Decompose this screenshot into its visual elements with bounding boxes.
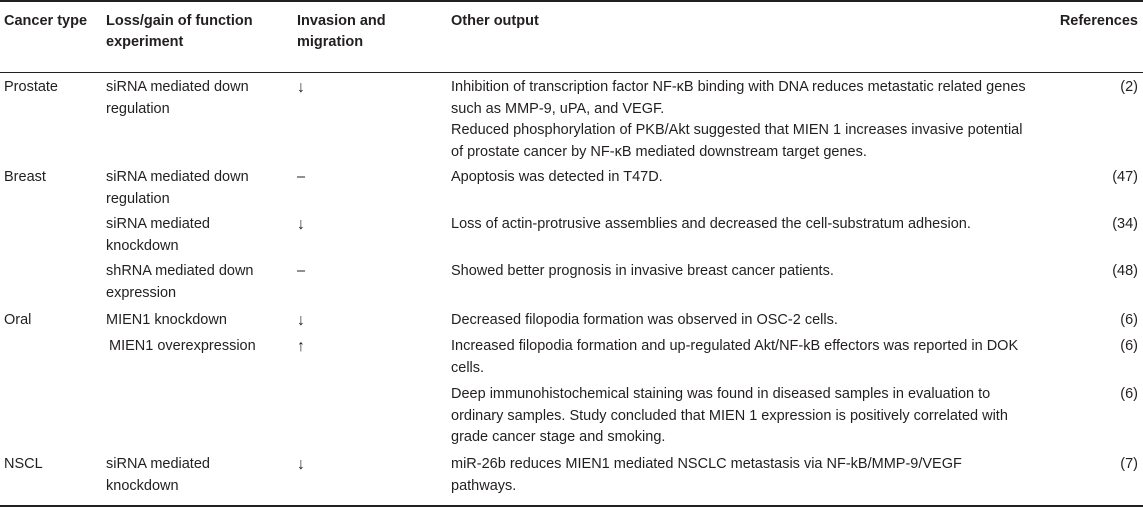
cell-other-output: Deep immunohistochemical staining was found in diseased samples in evaluation to ordinary samples. Study concluded that MIEN 1 expression is positively correlated with grade cancer stage and smoking. (451, 386, 1008, 445)
cell-experiment: siRNA mediated knockdown (106, 456, 210, 494)
header-cancer-type: Cancer type (4, 13, 88, 29)
table-bottom-rule (0, 505, 1143, 507)
header-references: References (1059, 13, 1138, 29)
cell-experiment: siRNA mediated down regulation (106, 169, 249, 207)
cell-experiment: shRNA mediated down expression (106, 263, 254, 301)
cell-invasion-dash: – (297, 263, 306, 279)
cell-other-output: Loss of actin-protrusive assemblies and decreased the cell-substratum adhesion. (451, 216, 971, 232)
cell-reference: (6) (1120, 312, 1138, 328)
cell-invasion-arrow: ↓ (297, 79, 305, 96)
cell-cancer-type: Prostate (4, 79, 58, 95)
cell-reference: (47) (1112, 169, 1138, 185)
cell-reference: (34) (1112, 216, 1138, 232)
cell-experiment: siRNA mediated knockdown (106, 216, 210, 254)
cell-invasion-arrow: ↓ (297, 456, 305, 473)
cell-invasion-arrow: ↑ (297, 338, 305, 355)
cell-reference: (6) (1120, 338, 1138, 354)
cell-reference: (48) (1112, 263, 1138, 279)
cell-other-output: Apoptosis was detected in T47D. (451, 169, 663, 185)
cell-invasion-arrow: ↓ (297, 312, 305, 329)
cell-invasion-dash: – (297, 169, 306, 185)
header-other-output: Other output (451, 13, 539, 29)
table-top-rule (0, 0, 1143, 2)
cell-reference: (6) (1120, 386, 1138, 402)
cell-other-output: Inhibition of transcription factor NF-κB binding with DNA reduces metastatic related genes such as MMP-9, uPA, and VEGF. (451, 79, 1026, 117)
cell-other-output: Reduced phosphorylation of PKB/Akt suggested that MIEN 1 increases invasive potential of prostate cancer by NF-κB mediated downstream target genes. (451, 122, 1023, 160)
cell-cancer-type: Breast (4, 169, 46, 185)
cell-cancer-type: NSCL (4, 456, 43, 472)
cell-reference: (2) (1120, 79, 1138, 95)
table-header-rule (0, 72, 1143, 73)
header-invasion: Invasion and migration (297, 13, 386, 50)
cell-other-output: Showed better prognosis in invasive breast cancer patients. (451, 263, 834, 279)
header-loss-gain: Loss/gain of function experiment (106, 13, 253, 50)
cell-invasion-arrow: ↓ (297, 216, 305, 233)
cell-other-output: Increased filopodia formation and up-regulated Akt/NF-kB effectors was reported in DOK cells. (451, 338, 1019, 376)
cell-experiment: MIEN1 knockdown (106, 312, 227, 328)
cell-experiment: MIEN1 overexpression (109, 338, 256, 354)
cell-other-output: Decreased filopodia formation was observed in OSC-2 cells. (451, 312, 838, 328)
cell-reference: (7) (1120, 456, 1138, 472)
cell-cancer-type: Oral (4, 312, 32, 328)
cell-other-output: miR-26b reduces MIEN1 mediated NSCLC metastasis via NF-kB/MMP-9/VEGF pathways. (451, 456, 962, 494)
cell-experiment: siRNA mediated down regulation (106, 79, 249, 117)
